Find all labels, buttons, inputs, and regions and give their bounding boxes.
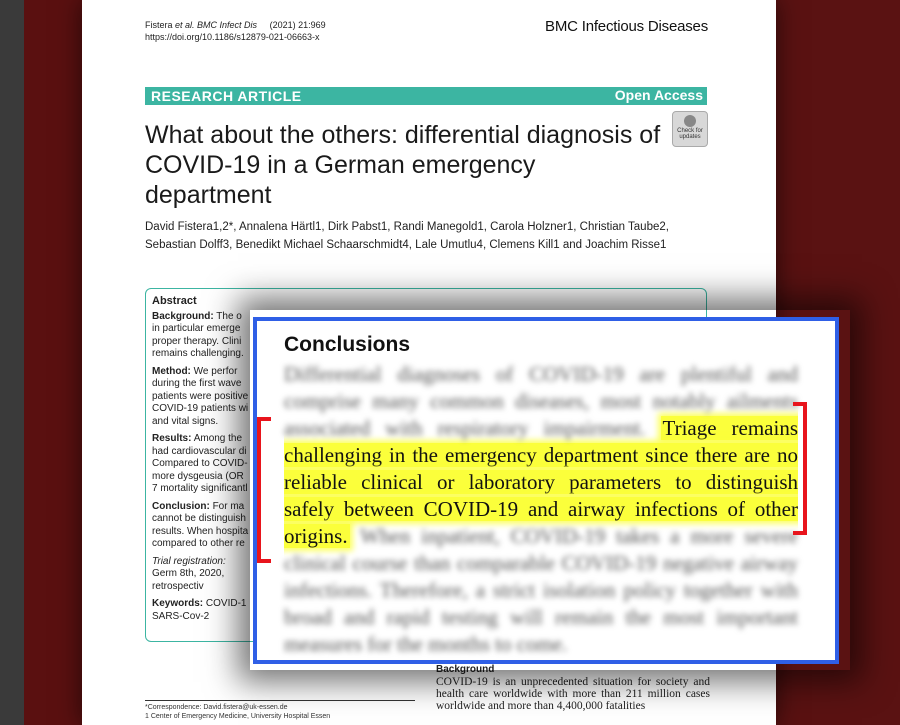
background-label: Background: [152,310,214,322]
citation-authors: Fistera [145,20,173,30]
author-list: David Fistera1,2*, Annalena Härtl1, Dirk Pabst1, Randi Manegold1, Carola Holzner1, Christian Taube2, Sebastian Dolff3, Benedikt Michael Schaarschmidt4, Lale Umutlu4, Clemens Kill1 and Joachim Risse1 [145,221,669,251]
conclusion-text: For ma cannot be distinguish results. When hospita compared to other re [152,500,249,549]
zoom-callout [253,317,839,664]
body-column [436,664,710,712]
doi-link[interactable]: https://doi.org/10.1186/s12879-021-06663-x [145,32,320,42]
article-type: RESEARCH ARTICLE [151,88,302,104]
zoom-text [284,361,798,658]
citation-year: (2021) 21:969 [269,20,326,30]
trial-text: Germ 8th, 2020, retrospectiv [152,568,225,592]
background-left-dark [24,0,82,725]
body-heading: Background [436,664,495,675]
background-left [0,0,24,725]
citation [145,19,326,43]
correspondence: *Correspondence: David.fistera@uk-essen.de [145,704,288,711]
abstract-heading: Abstract [152,295,197,307]
conclusion-label: Conclusion: [152,500,210,512]
results-label: Results: [152,433,192,444]
zoom-heading: Conclusions [284,333,411,356]
method-text: We perfor during the first wave patients were positive COVID-19 patients wi and vital signs. [152,365,249,427]
background-text: The o in particular emerge proper therapy. Clini remains challenging. [152,310,244,359]
blurred-text-before: Differential diagnoses of COVID-19 are plentiful and comprise many common diseases, most notably ailments associated with respiratory impairment. [284,362,798,440]
check-updates-label: Check for updates [677,128,703,140]
citation-journal: et al. BMC Infect Dis [175,20,258,30]
method-label: Method: [152,365,191,377]
left-bracket-mark [257,417,271,563]
right-bracket-mark [793,402,807,535]
article-banner [145,87,707,105]
affiliation: 1 Center of Emergency Medicine, University Hospital Essen [145,713,331,720]
update-icon [684,115,696,127]
journal-name: BMC Infectious Diseases [545,18,708,35]
highlighted-text: Triage remains challenging in the emergency department since there are no reliable clinical or laboratory parameters to distinguish safely between COVID-19 and airway infections of other origins. [284,416,798,548]
results-text: Among the had cardiovascular di Compared to COVID- more dysgeusia (OR 7 mortality significantl [152,433,248,494]
open-access-label: Open Access [614,87,703,103]
footnote-rule [145,700,415,701]
body-text: COVID-19 is an unprecedented situation for society and health care worldwide with more than 211 million cases worldwide and more than 4,400,000 fatalities [436,676,710,712]
check-for-updates-badge[interactable] [672,111,708,147]
footnote [145,703,330,721]
keywords-text: COVID-1 SARS-Cov-2 [152,598,247,622]
trial-label: Trial registration: [152,555,226,567]
keywords-label: Keywords: [152,598,204,609]
blurred-text-after: When inpatient, COVID-19 takes a more severe clinical course than comparable COVID-19 negative airway infections. Therefore, a strict isolation policy together with broad and rapid testing will remain the most important measures for the months to come. [284,524,799,656]
paper-title: What about the others: differential diagnosis of COVID-19 in a German emergency department [145,121,661,209]
